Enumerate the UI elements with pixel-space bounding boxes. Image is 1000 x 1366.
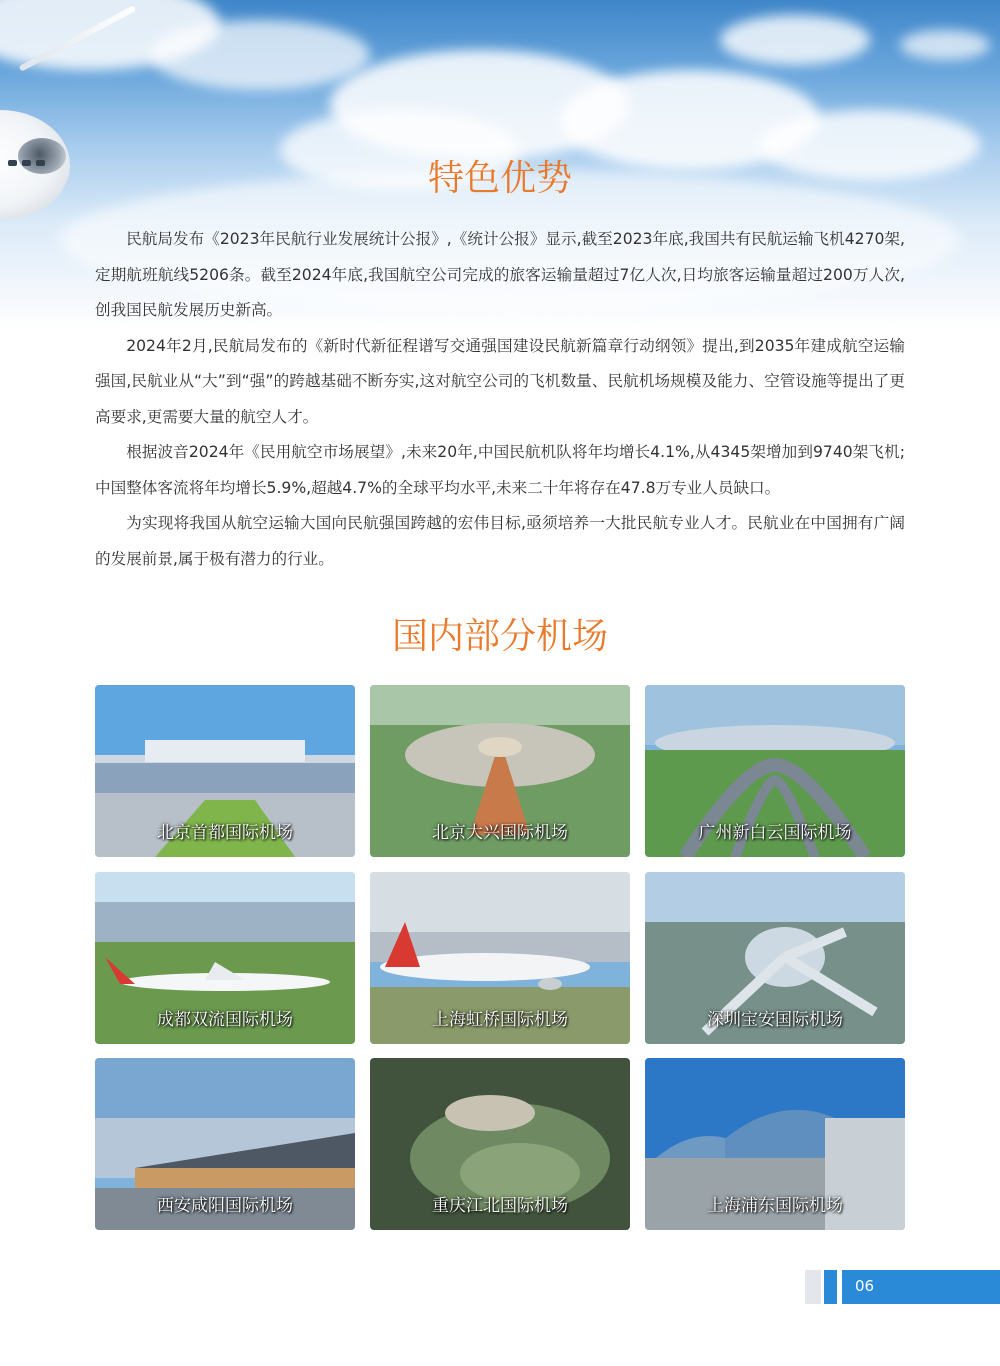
airport-card-xian-xianyang xyxy=(95,1058,355,1230)
airport-name: 上海虹桥国际机场 xyxy=(432,1010,568,1030)
airport-name: 上海浦东国际机场 xyxy=(707,1196,843,1216)
airport-card-chengdu-shuangliu xyxy=(95,872,355,1044)
airport-card-chongqing-jiangbei xyxy=(370,1058,630,1230)
airport-card-beijing-capital xyxy=(95,685,355,857)
paragraph: 民航局发布《2023年民航行业发展统计公报》,《统计公报》显示,截至2023年底,我国共有民航运输飞机4270架,定期航班航线5206条。截至2024年底,我国航空公司完成的旅客运输量超过7亿人次,日均旅客运输量超过200万人次,创我国民航发展历史新高。 xyxy=(95,230,905,319)
section-title-advantages: 特色优势 xyxy=(427,158,572,199)
airport-name: 成都双流国际机场 xyxy=(157,1010,293,1030)
airport-photo-grid xyxy=(95,685,905,1230)
airport-name: 北京大兴国际机场 xyxy=(432,823,568,843)
airport-card-shenzhen-baoan xyxy=(645,872,905,1044)
airport-name: 重庆江北国际机场 xyxy=(432,1196,568,1216)
airport-name: 深圳宝安国际机场 xyxy=(707,1010,843,1030)
airport-card-shanghai-pudong xyxy=(645,1058,905,1230)
page-number: 06 xyxy=(855,1277,875,1295)
advantages-body xyxy=(95,222,905,577)
paragraph: 2024年2月,民航局发布的《新时代新征程谱写交通强国建设民航新篇章行动纲领》提出,到2035年建成航空运输强国,民航业从“大”到“强”的跨越基础不断夯实,这对航空公司的飞机数量、民航机场规模及能力、空管设施等提出了更高要求,更需要大量的航空人才。 xyxy=(95,336,905,426)
paragraph: 根据波音2024年《民用航空市场展望》,未来20年,中国民航机队将年均增长4.1%,从4345架增加到9740架飞机;中国整体客流将年均增长5.9%,超越4.7%的全球平均水平,未来二十年将存在47.8万专业人员缺口。 xyxy=(95,443,905,497)
airport-name: 广州新白云国际机场 xyxy=(698,823,852,843)
airport-card-beijing-daxing xyxy=(370,685,630,857)
paragraph: 为实现将我国从航空运输大国向民航强国跨越的宏伟目标,亟须培养一大批民航专业人才。民航业在中国拥有广阔的发展前景,属于极有潜力的行业。 xyxy=(95,514,905,568)
footer-bar-accent xyxy=(824,1270,837,1304)
footer-bar-light xyxy=(805,1270,821,1304)
airport-name: 北京首都国际机场 xyxy=(157,823,293,843)
section-title-airports: 国内部分机场 xyxy=(391,616,608,657)
airport-name: 西安咸阳国际机场 xyxy=(157,1196,293,1216)
airport-card-guangzhou-baiyun xyxy=(645,685,905,857)
airport-card-shanghai-hongqiao xyxy=(370,872,630,1044)
